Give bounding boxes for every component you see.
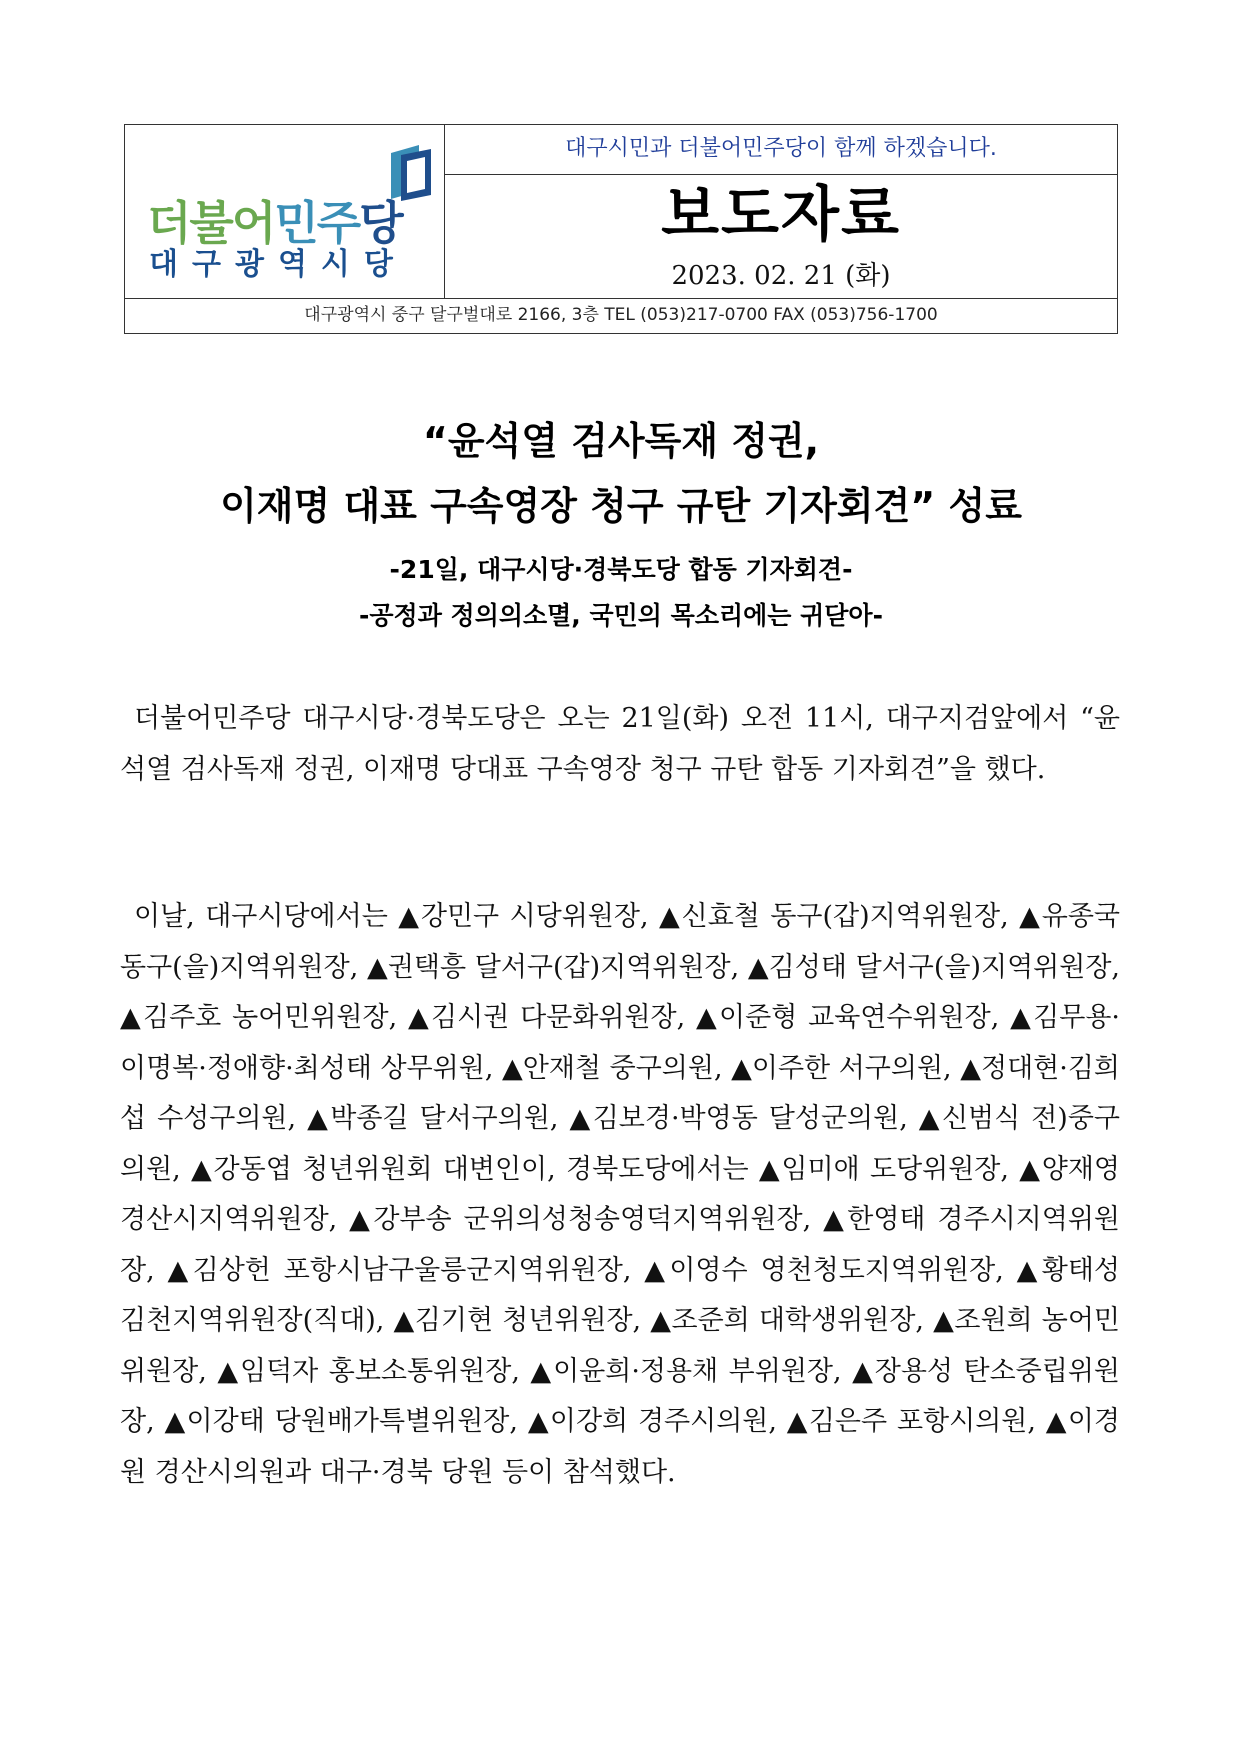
- subheadline-2: -공정과 정의의소멸, 국민의 목소리에는 귀닫아-: [359, 601, 883, 630]
- body-paragraph-2: 이날, 대구시당에서는 ▲강민구 시당위원장, ▲신효철 동구(갑)지역위원장, ▲유종국 동구(을)지역위원장, ▲권택흥 달서구(갑)지역위원장, ▲김성태 달서구(을)지역위원장, ▲김주호 농어민위원장, ▲김시권 다문화위원장, ▲이준형 교육연수위원장, ▲김무용·이명복·정애향·최성태 상무위원, ▲안재철 중구의원, ▲이주한 서구의원, ▲정대현·김희섭 수성구의원, ▲박종길 달서구의원, ▲김보경·박영동 달성군의원, ▲신범식 전)중구의원, ▲강동엽 청년위원회 대변인이, 경북도당에서는 ▲임미애 도당위원장, ▲양재영 경산시지역위원장, ▲강부송 군위의성청송영덕지역위원장, ▲한영태 경주시지역위원장, ▲김상헌 포항시남구울릉군지역위원장, ▲이영수 영천청도지역위원장, ▲황태성 김천지역위원장(직대), ▲김기현 청년위원장, ▲조준희 대학생위원장, ▲조원희 농어민위원장, ▲임덕자 홍보소통위원장, ▲이윤희·정용채 부위원장, ▲장용성 탄소중립위원장, ▲이강태 당원배가특별위원장, ▲이강희 경주시의원, ▲김은주 포항시의원, ▲이경원 경산시의원과 대구·경북 당원 등이 참석했다.: [120, 901, 1120, 1488]
- logo-party-name: 더불어민주당: [147, 196, 402, 250]
- headline-line-1: “윤석열 검사독재 정권,: [422, 419, 820, 463]
- subheadline-1: -21일, 대구시당·경북도당 합동 기자회견-: [389, 555, 853, 584]
- slogan: 대구시민과 더불어민주당이 함께 하겠습니다.: [445, 125, 1117, 175]
- headline-line-2: 이재명 대표 구속영장 청구 규탄 기자회견” 성료: [220, 484, 1022, 528]
- press-release-header: [124, 124, 1118, 334]
- release-date: 2023. 02. 21 (화): [671, 261, 891, 291]
- body-paragraph-1: 더불어민주당 대구시당·경북도당은 오는 21일(화) 오전 11시, 대구지검앞에서 “윤석열 검사독재 정권, 이재명 당대표 구속영장 청구 규탄 합동 기자회견”을 했다.: [120, 703, 1120, 785]
- party-logo: [125, 125, 445, 298]
- release-title: 보도자료: [661, 180, 901, 250]
- logo-subtitle: 대구광역시당: [149, 247, 407, 282]
- contact-address: 대구광역시 중구 달구벌대로 2166, 3층 TEL (053)217-0700 FAX (053)756-1700: [125, 298, 1117, 333]
